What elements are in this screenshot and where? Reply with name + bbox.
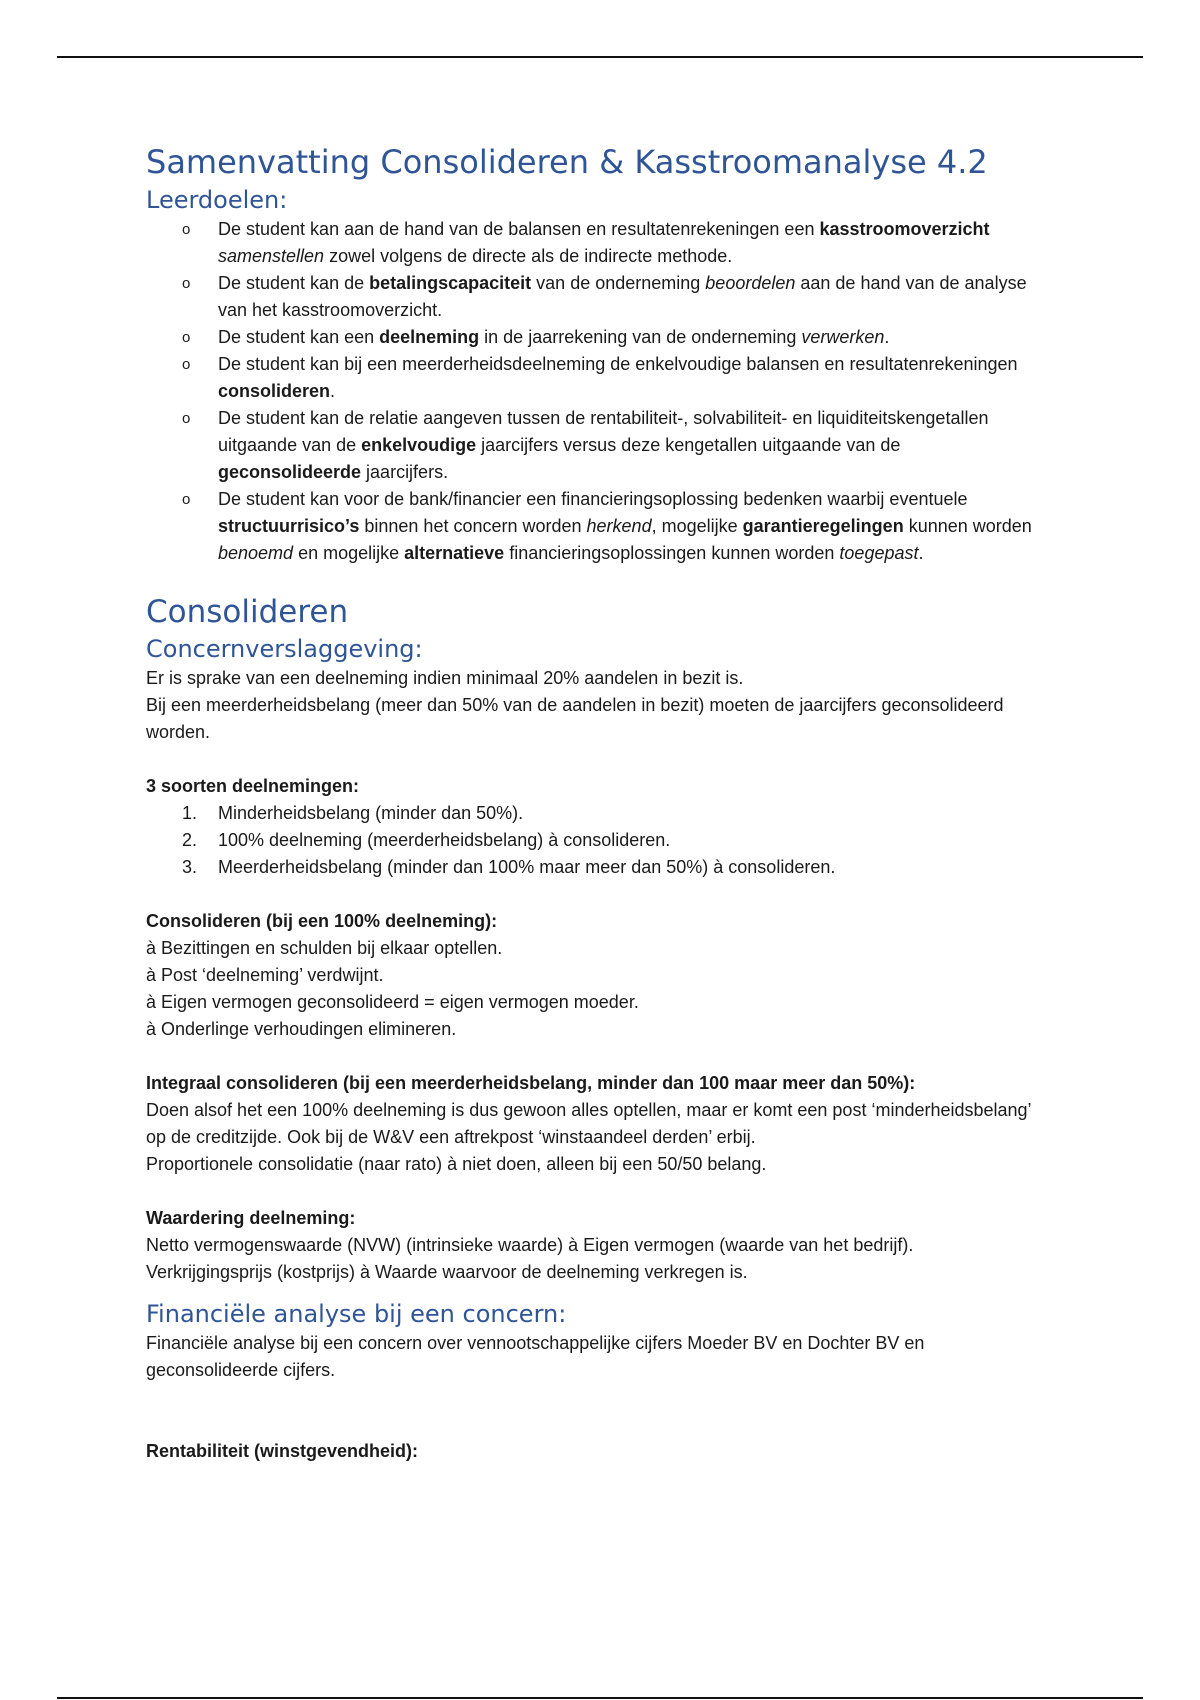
financiele-analyse-heading: Financiële analyse bij een concern: xyxy=(146,1300,567,1328)
paragraph: Bij een meerderheidsbelang (meer dan 50% van de aandelen in bezit) moeten de jaarcijfers geconsolideerd worden. xyxy=(146,695,1004,742)
header-rule xyxy=(57,56,1143,58)
leerdoel-item: o De student kan de relatie aangeven tussen de rentabiliteit-, solvabiliteit- en liquiditeitskengetallen uitgaande van de enkelvoudige jaarcijfers versus deze kengetallen uitgaande van de geconsolideerde jaarcijfers. xyxy=(146,405,1046,486)
document-body xyxy=(146,140,1046,1465)
paragraph: Verkrijgingsprijs (kostprijs) à Waarde waarvoor de deelneming verkregen is. xyxy=(146,1262,748,1282)
paragraph: Financiële analyse bij een concern over vennootschappelijke cijfers Moeder BV en Dochter BV en geconsolideerde cijfers. xyxy=(146,1333,925,1380)
circle-bullet-icon: o xyxy=(182,410,191,427)
waardering-heading: Waardering deelneming: xyxy=(146,1208,356,1228)
circle-bullet-icon: o xyxy=(182,329,191,346)
paragraph: Doen alsof het een 100% deelneming is dus gewoon alles optellen, maar er komt een post ‘minderheidsbelang’ op de creditzijde. Ook bij de W&V een aftrekpost ‘winstaandeel derden’ erbij. xyxy=(146,1100,1031,1147)
list-item: 1. Minderheidsbelang (minder dan 50%). xyxy=(182,803,524,823)
list-item: 2. 100% deelneming (meerderheidsbelang) à consolideren. xyxy=(182,830,671,850)
paragraph: à Post ‘deelneming’ verdwijnt. xyxy=(146,965,384,985)
leerdoel-item: o De student kan een deelneming in de jaarrekening van de onderneming verwerken. xyxy=(146,324,1046,351)
integraal-heading: Integraal consolideren (bij een meerderheidsbelang, minder dan 100 maar meer dan 50%): xyxy=(146,1073,916,1093)
footer-rule xyxy=(57,1697,1143,1699)
leerdoel-item: o De student kan aan de hand van de balansen en resultatenrekeningen een kasstroomoverzicht samenstellen zowel volgens de directe als de indirecte methode. xyxy=(146,216,1046,270)
circle-bullet-icon: o xyxy=(182,356,191,373)
soorten-list xyxy=(146,800,1046,881)
document-title: Samenvatting Consolideren & Kasstroomanalyse 4.2 xyxy=(146,143,988,181)
circle-bullet-icon: o xyxy=(182,275,191,292)
consolideren-100-heading: Consolideren (bij een 100% deelneming): xyxy=(146,911,498,931)
paragraph: à Onderlinge verhoudingen elimineren. xyxy=(146,1019,457,1039)
leerdoelen-heading: Leerdoelen: xyxy=(146,186,288,214)
list-item: 3. Meerderheidsbelang (minder dan 100% maar meer dan 50%) à consolideren. xyxy=(182,857,836,877)
consolideren-heading: Consolideren xyxy=(146,594,349,630)
paragraph: Proportionele consolidatie (naar rato) à niet doen, alleen bij een 50/50 belang. xyxy=(146,1154,767,1174)
paragraph: Er is sprake van een deelneming indien minimaal 20% aandelen in bezit is. xyxy=(146,668,744,688)
leerdoelen-list xyxy=(146,216,1046,567)
concernverslaggeving-heading: Concernverslaggeving: xyxy=(146,635,423,663)
circle-bullet-icon: o xyxy=(182,221,191,238)
paragraph: Netto vermogenswaarde (NVW) (intrinsieke waarde) à Eigen vermogen (waarde van het bedrijf). xyxy=(146,1235,914,1255)
paragraph: à Eigen vermogen geconsolideerd = eigen vermogen moeder. xyxy=(146,992,639,1012)
rentabiliteit-heading: Rentabiliteit (winstgevendheid): xyxy=(146,1441,419,1461)
circle-bullet-icon: o xyxy=(182,491,191,508)
leerdoel-item: o De student kan voor de bank/financier een financieringsoplossing bedenken waarbij eventuele structuurrisico’s binnen het concern worden herkend, mogelijke garantieregelingen kunnen worden benoemd en mogelijke alternatieve financieringsoplossingen kunnen worden toegepast. xyxy=(146,486,1046,567)
paragraph: à Bezittingen en schulden bij elkaar optellen. xyxy=(146,938,503,958)
soorten-heading: 3 soorten deelnemingen: xyxy=(146,776,360,796)
leerdoel-item: o De student kan de betalingscapaciteit van de onderneming beoordelen aan de hand van de analyse van het kasstroomoverzicht. xyxy=(146,270,1046,324)
leerdoel-item: o De student kan bij een meerderheidsdeelneming de enkelvoudige balansen en resultatenrekeningen consolideren. xyxy=(146,351,1046,405)
